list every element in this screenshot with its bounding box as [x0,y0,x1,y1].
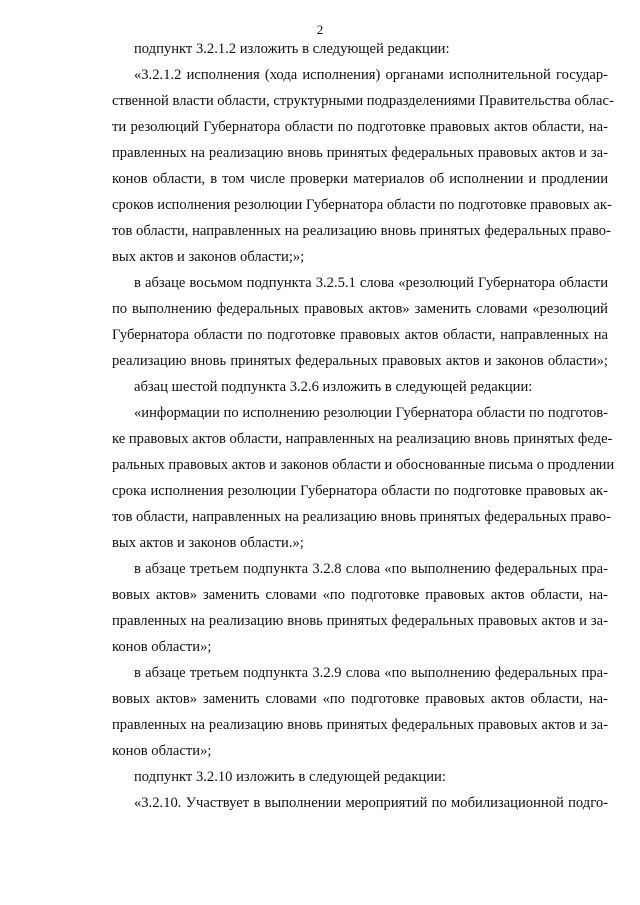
text-line: конов области»; [112,639,212,655]
page-number: 2 [316,22,324,37]
text-line: вовых актов» заменить словами «по подготовке правовых актов области, на- [112,691,608,707]
text-line: правленных на реализацию вновь принятых федеральных правовых актов и за- [112,613,608,629]
text-line: Губернатора области по подготовке правовых актов области, направленных на [112,327,608,343]
text-line: срока исполнения резолюции Губернатора области по подготовке правовых ак- [112,483,608,499]
text-line: ральных правовых актов и законов области и обоснованные письма о продлении [112,457,615,473]
text-line: вых актов и законов области.»; [112,535,304,551]
text-line: ке правовых актов области, направленных на реализацию вновь принятых феде- [112,431,613,447]
text-line: подпункт 3.2.10 изложить в следующей редакции: [134,769,446,785]
text-line: по выполнению федеральных правовых актов» заменить словами «резолюций [112,301,608,317]
text-line: «3.2.10. Участвует в выполнении мероприятий по мобилизационной подго- [134,795,608,811]
text-line: сроков исполнения резолюции Губернатора области по подготовке правовых ак- [112,197,612,213]
text-line: правленных на реализацию вновь принятых федеральных правовых актов и за- [112,717,608,733]
text-line: вых актов и законов области;»; [112,249,305,265]
text-line: конов области, в том числе проверки материалов об исполнении и продлении [112,171,608,187]
text-line: «информации по исполнению резолюции Губернатора области по подготов- [134,405,608,421]
text-line: «3.2.1.2 исполнения (хода исполнения) органами исполнительной государ- [134,67,608,83]
text-line: конов области»; [112,743,212,759]
text-line: реализацию вновь принятых федеральных правовых актов и законов области»; [112,353,608,369]
text-line: тов области, направленных на реализацию вновь принятых федеральных право- [112,223,611,239]
text-line: в абзаце третьем подпункта 3.2.8 слова «по выполнению федеральных пра- [134,561,608,577]
text-line: вовых актов» заменить словами «по подготовке правовых актов области, на- [112,587,608,603]
text-line: подпункт 3.2.1.2 изложить в следующей редакции: [134,41,450,57]
text-line: ственной власти области, структурными подразделениями Правительства облас- [112,93,614,109]
text-line: ти резолюций Губернатора области по подготовке правовых актов области, на- [112,119,608,135]
text-line: в абзаце восьмом подпункта 3.2.5.1 слова «резолюций Губернатора области [134,275,608,291]
text-line: тов области, направленных на реализацию вновь принятых федеральных право- [112,509,611,525]
text-line: правленных на реализацию вновь принятых федеральных правовых актов и за- [112,145,608,161]
text-line: в абзаце третьем подпункта 3.2.9 слова «по выполнению федеральных пра- [134,665,608,681]
text-line: абзац шестой подпункта 3.2.6 изложить в следующей редакции: [134,379,533,395]
